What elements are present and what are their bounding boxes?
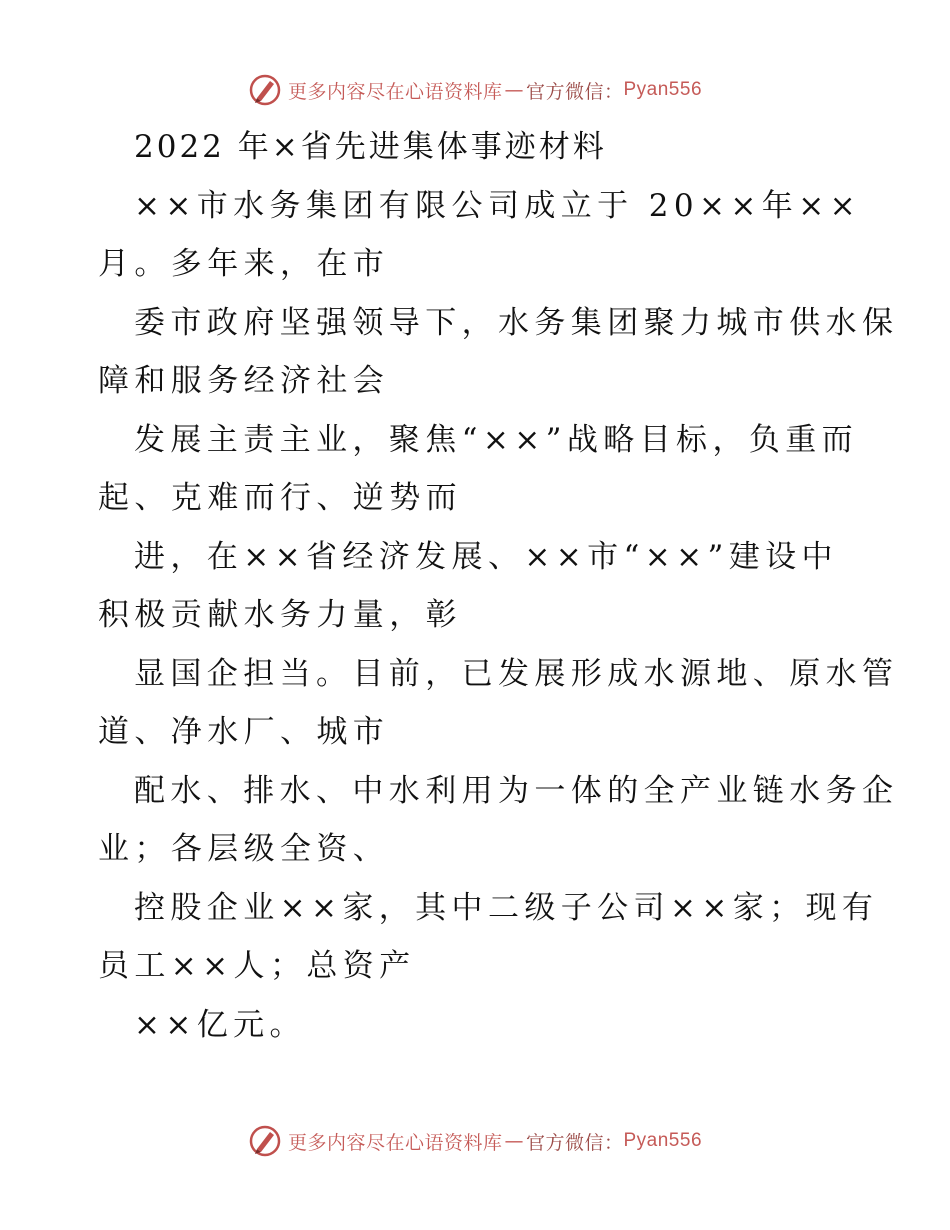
watermark-id: Pyan556 bbox=[623, 1130, 703, 1151]
watermark-separator: — bbox=[504, 79, 524, 101]
paragraph-line: 控股企业××家，其中二级子公司××家；现有 bbox=[134, 890, 879, 926]
watermark-id: Pyan556 bbox=[623, 79, 703, 100]
footer-watermark bbox=[0, 1121, 950, 1161]
paragraph-line: ××市水务集团有限公司成立于 20××年×× bbox=[134, 188, 861, 224]
paragraph-line: 发展主责主业，聚焦“××”战略目标，负重而 bbox=[134, 422, 859, 458]
paragraph-line: 显国企担当。目前，已发展形成水源地、原水管 bbox=[134, 656, 899, 692]
paragraph-line: 员工××人；总资产 bbox=[98, 948, 416, 984]
watermark-text: 更多内容尽在心语资料库 bbox=[287, 1131, 503, 1154]
paragraph-line: 积极贡献水务力量，彰 bbox=[98, 597, 462, 633]
watermark-label: 官方微信： bbox=[525, 1131, 624, 1154]
watermark-separator: — bbox=[504, 1130, 524, 1152]
paragraph-line: 进，在××省经济发展、××市“××”建设中 bbox=[134, 539, 838, 575]
watermark-text: 更多内容尽在心语资料库 bbox=[287, 80, 503, 103]
paragraph-line: ××亿元。 bbox=[134, 1007, 306, 1043]
pen-circle-logo-icon bbox=[248, 73, 282, 107]
paragraph-line: 障和服务经济社会 bbox=[98, 363, 390, 399]
paragraph-line: 道、净水厂、城市 bbox=[98, 714, 390, 750]
watermark-label: 官方微信： bbox=[525, 80, 624, 103]
header-watermark bbox=[0, 70, 950, 110]
paragraph-line: 起、克难而行、逆势而 bbox=[98, 480, 462, 516]
pen-circle-logo-icon bbox=[248, 1124, 282, 1158]
paragraph-line: 月。多年来，在市 bbox=[98, 246, 390, 282]
paragraph-line: 配水、排水、中水利用为一体的全产业链水务企 bbox=[134, 773, 899, 809]
paragraph-line: 委市政府坚强领导下，水务集团聚力城市供水保 bbox=[134, 305, 899, 341]
document-title: 2022 年×省先进集体事迹材料 bbox=[134, 129, 607, 165]
paragraph-line: 业；各层级全资、 bbox=[98, 831, 390, 867]
